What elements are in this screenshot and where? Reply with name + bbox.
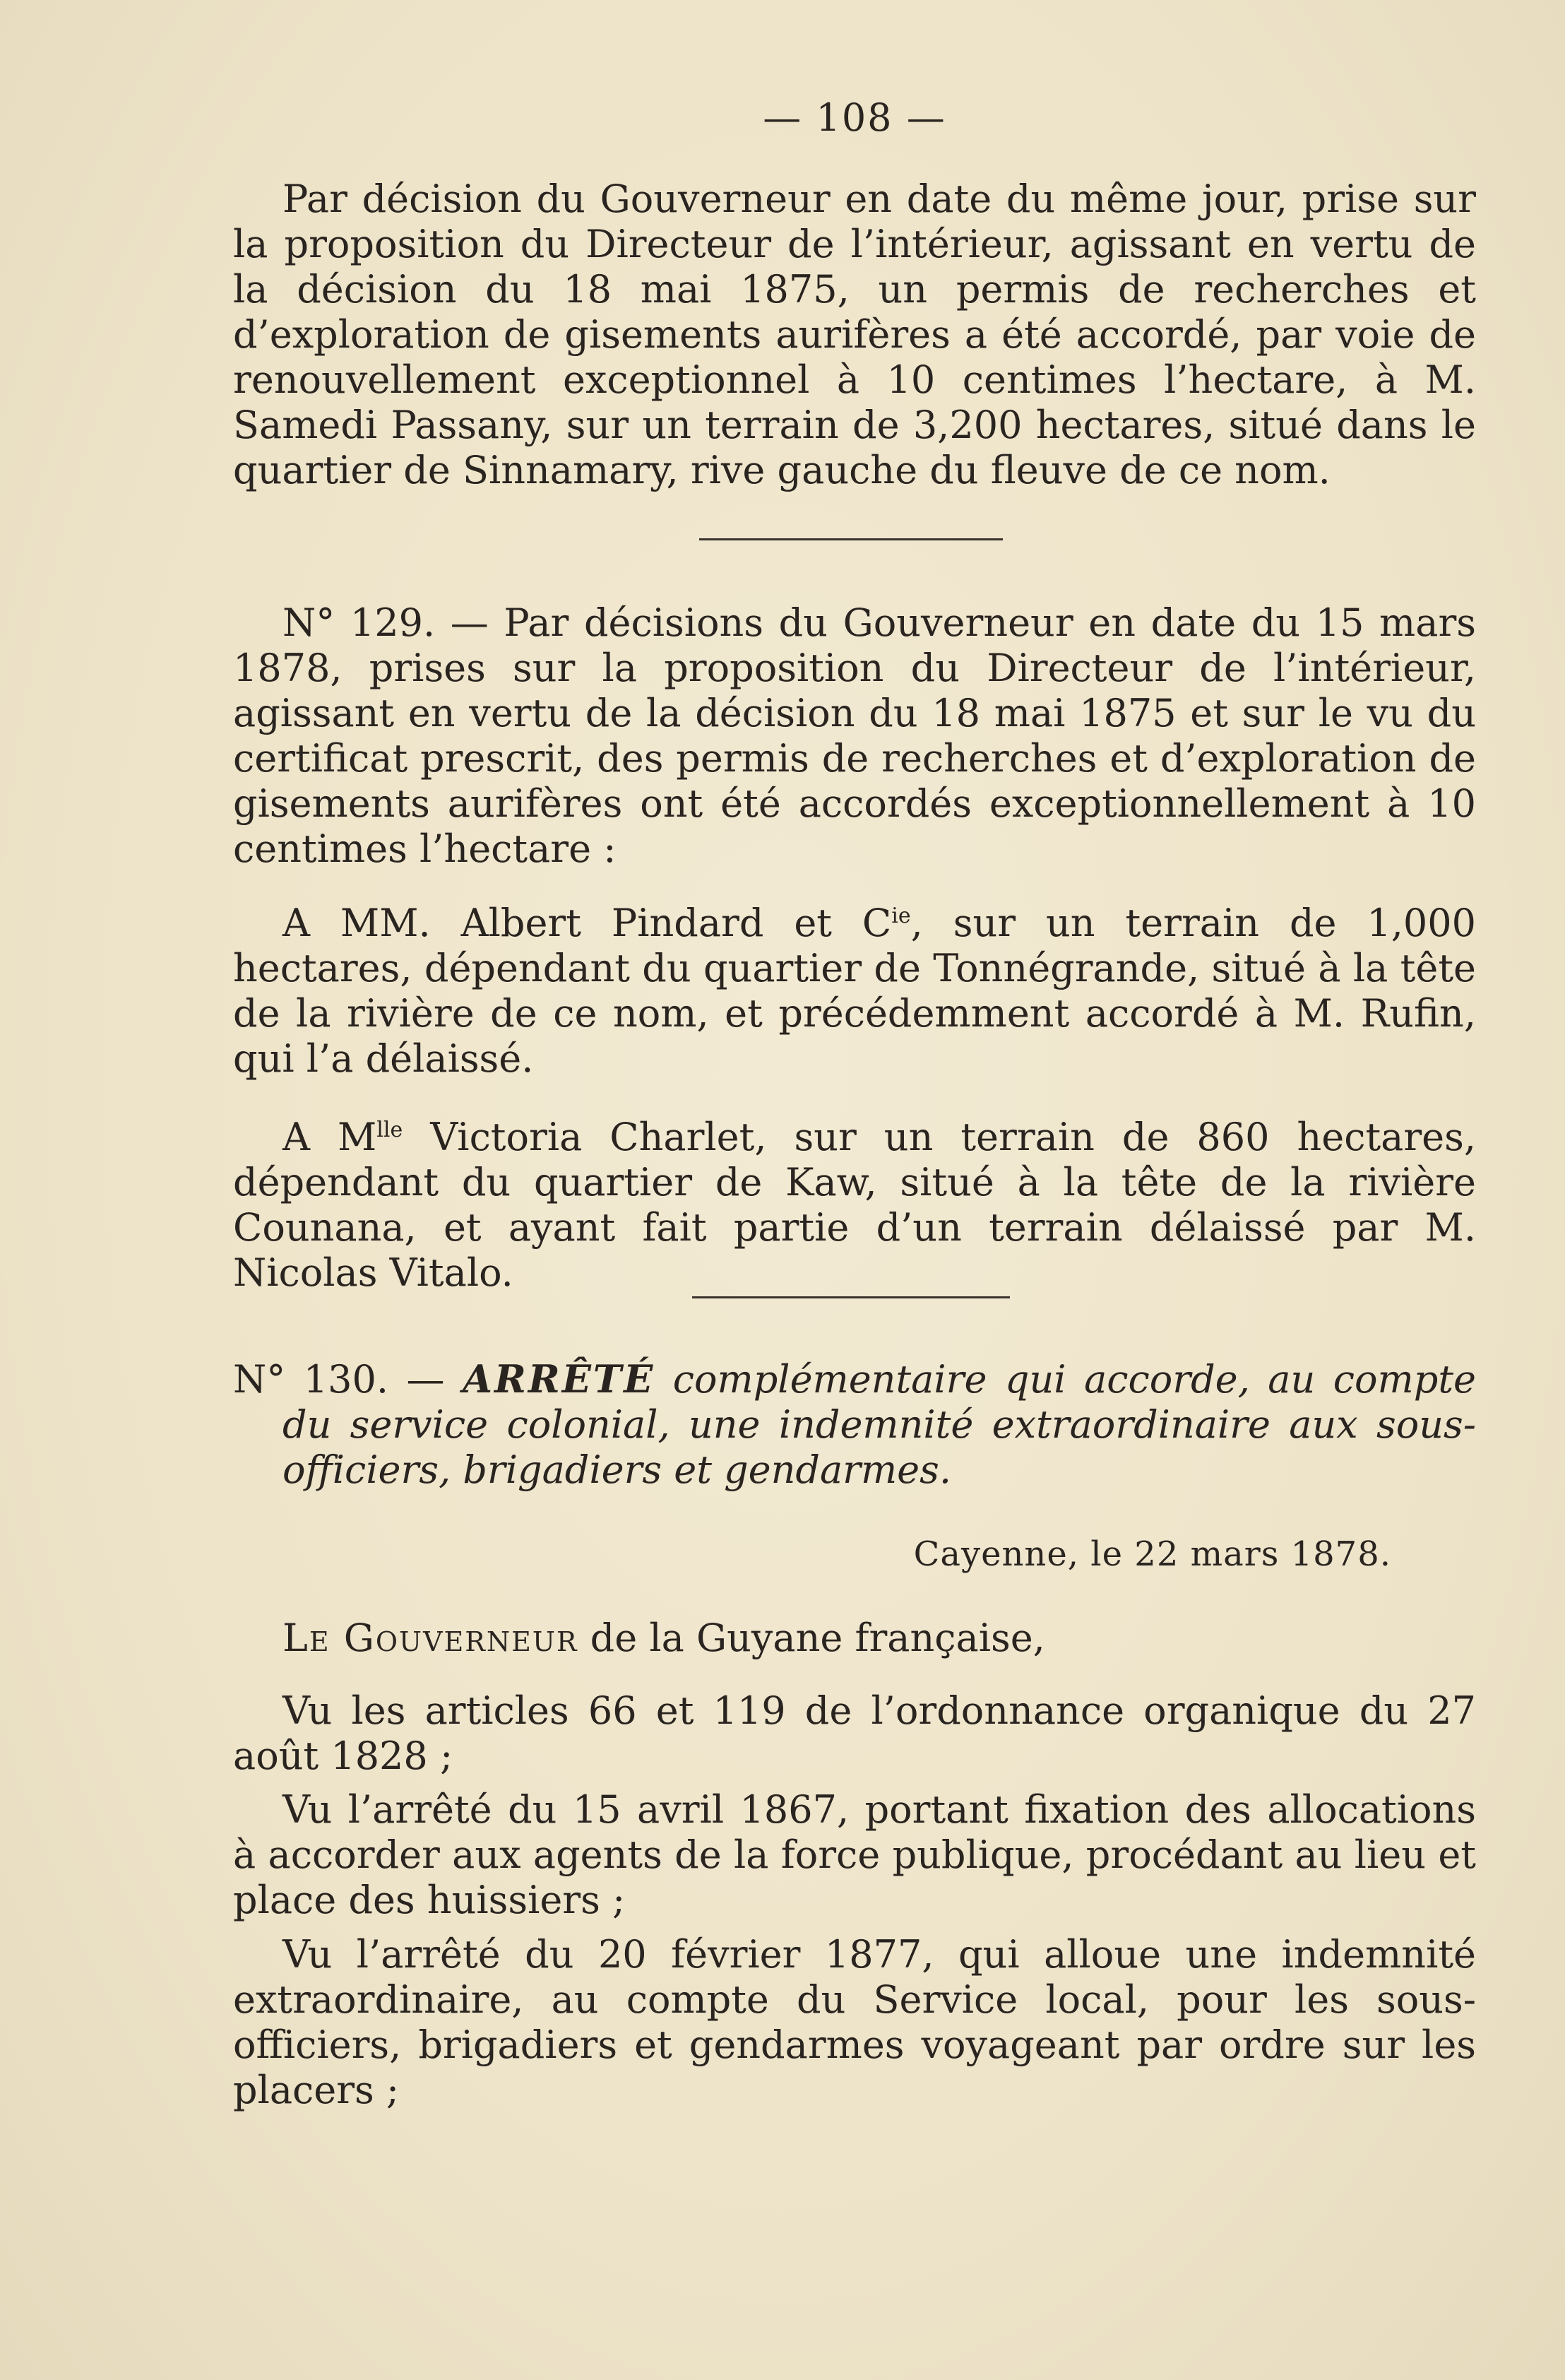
charlet-text-start: A M <box>282 1115 377 1159</box>
paragraph-decision-129: N° 129. — Par décisions du Gouverneur en date du 15 mars 1878, prises sur la proposition du Directeur de l’intérieur, agissant en vertu de la décision du 18 mai 1875 et sur le vu du certificat prescrit, des permis de recherches et d’exploration de gisements aurifères ont été accordés exceptionnellement à 10 centimes l’hectare : <box>233 600 1476 871</box>
arrete-word: ARRÊTÉ <box>463 1356 655 1402</box>
charlet-text-rest: Victoria Charlet, sur un terrain de 860 hectares, dépendant du quartier de Kaw, situé à la tête de la rivière Counana, et ayant fait partie d’un terrain délaissé par M. Nicolas Vitalo. <box>233 1115 1476 1295</box>
page-number: — 108 — <box>763 95 946 140</box>
arrete-number: N° 130. — <box>233 1357 445 1402</box>
place-and-date: Cayenne, le 22 mars 1878. <box>913 1534 1391 1574</box>
charlet-superscript: lle <box>376 1118 403 1142</box>
arrete-title: complémentaire qui accorde, au compte du service colonial, une indemnité extraordinaire aux sous-officiers, brigadiers et gendarmes. <box>282 1357 1476 1492</box>
separator-rule <box>692 1296 1010 1298</box>
vu-ordinance: Vu les articles 66 et 119 de l’ordonnance organique du 27 août 1828 ; <box>233 1688 1476 1778</box>
governor-rest: de la Guyane française, <box>578 1616 1045 1660</box>
pindard-text-rest: , sur un terrain de 1,000 hectares, dépendant du quartier de Tonnégrande, situé à la tête de la rivière de ce nom, et précédemment accordé à M. Rufin, qui l’a délaissé. <box>233 901 1476 1081</box>
vu-arrete-1877: Vu l’arrêté du 20 février 1877, qui alloue une indemnité extraordinaire, au compte du Service local, pour les sous-officiers, brigadiers et gendarmes voyageant par ordre sur les placers ; <box>233 1932 1476 2112</box>
separator-rule <box>699 538 1003 540</box>
arrete-130-heading <box>233 1356 1476 1493</box>
paragraph-pindard-permit <box>233 901 1476 1082</box>
vu-arrete-1867: Vu l’arrêté du 15 avril 1867, portant fixation des allocations à accorder aux agents de la force publique, procédant au lieu et place des huissiers ; <box>233 1787 1476 1922</box>
pindard-superscript: ie <box>891 904 911 928</box>
paragraph-renewal-permit: Par décision du Gouverneur en date du même jour, prise sur la proposition du Directeur de l’intérieur, agissant en vertu de la décision du 18 mai 1875, un permis de recherches et d’exploration de gisements aurifères a été accordé, par voie de renouvellement exceptionnel à 10 centimes l’hectare, à M. Samedi Passany, sur un terrain de 3,200 hectares, situé dans le quartier de Sinnamary, rive gauche du fleuve de ce nom. <box>233 177 1476 492</box>
paragraph-charlet-permit <box>233 1115 1476 1296</box>
governor-title: Le Gouverneur <box>282 1616 578 1660</box>
pindard-text-start: A MM. Albert Pindard et C <box>282 901 892 945</box>
governor-line <box>233 1616 1476 1661</box>
